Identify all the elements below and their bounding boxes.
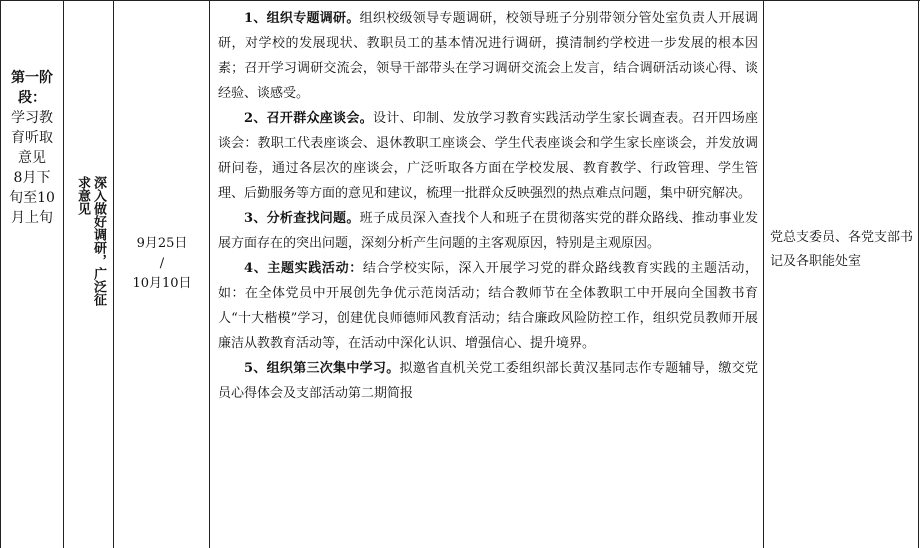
item-heading: 1、组织专题调研。 (244, 11, 360, 26)
content-item-3 (218, 206, 758, 256)
date-end: 10月10日 (132, 276, 192, 291)
content-item-5 (218, 356, 758, 406)
item-heading: 3、分析查找问题。 (244, 211, 360, 226)
date-start: 9月25日 (136, 236, 188, 251)
content-item-1 (218, 6, 758, 106)
date-cell (116, 234, 208, 294)
theme-cell: 深入做好调研，广泛征求意见 (75, 176, 106, 306)
item-heading: 5、组织第三次集中学习。 (244, 361, 400, 376)
responsible-column (764, 0, 919, 548)
content-item-4 (218, 256, 758, 356)
stage-subtitle: 学习教育听取意见 (11, 110, 53, 166)
content-item-2 (218, 106, 758, 206)
responsible-cell: 党总支委员、各党支部书记及各职能处室 (770, 230, 914, 269)
item-text: 班子成员深入查找个人和班子在贯彻落实党的群众路线、推动事业发展方面存在的突出问题，深刻分析产生问题的主客观原因，特别是主观原因。 (218, 211, 758, 251)
date-separator: / (159, 256, 165, 271)
stage-cell (8, 68, 56, 228)
stage-title: 第一阶段： (11, 70, 53, 106)
item-text: 设计、印制、发放学习教育实践活动学生家长调查表。召开四场座谈会：教职工代表座谈会、退休教职工座谈会、学生代表座谈会和学生家长座谈会，并发放调研问卷，通过各层次的座谈会，广泛听取各方面在学校发展、教育教学、行政管理、学生管理、后勤服务等方面的意见和建议，梳理一批群众反映强烈的热点难点问题，集中研究解决。 (218, 111, 758, 201)
stage-period: 8月下旬至10月上旬 (9, 170, 55, 226)
item-heading: 4、主题实践活动： (244, 261, 363, 276)
item-heading: 2、召开群众座谈会。 (244, 111, 373, 126)
item-text: 拟邀省直机关党工委组织部长黄汉基同志作专题辅导，缴交党员心得体会及支部活动第二期简报 (218, 361, 758, 401)
content-cell (218, 6, 758, 406)
item-text: 结合学校实际，深入开展学习党的群众路线教育实践的主题活动，如：在全体党员中开展创先争优示范岗活动；结合教师节在全体教职工中开展向全国教书育人“十大楷模”学习，创建优良师德师风教育活动；结合廉政风险防控工作，组织党员教师开展廉洁从教教育活动等，在活动中深化认识、增强信心、提升境界。 (218, 261, 758, 351)
item-text: 组织校级领导专题调研，校领导班子分别带领分管处室负责人开展调研，对学校的发展现状、教职员工的基本情况进行调研，摸清制约学校进一步发展的根本因素；召开学习调研交流会，领导干部带头在学习调研交流会上发言，结合调研活动谈心得、谈经验、谈感受。 (218, 11, 758, 101)
